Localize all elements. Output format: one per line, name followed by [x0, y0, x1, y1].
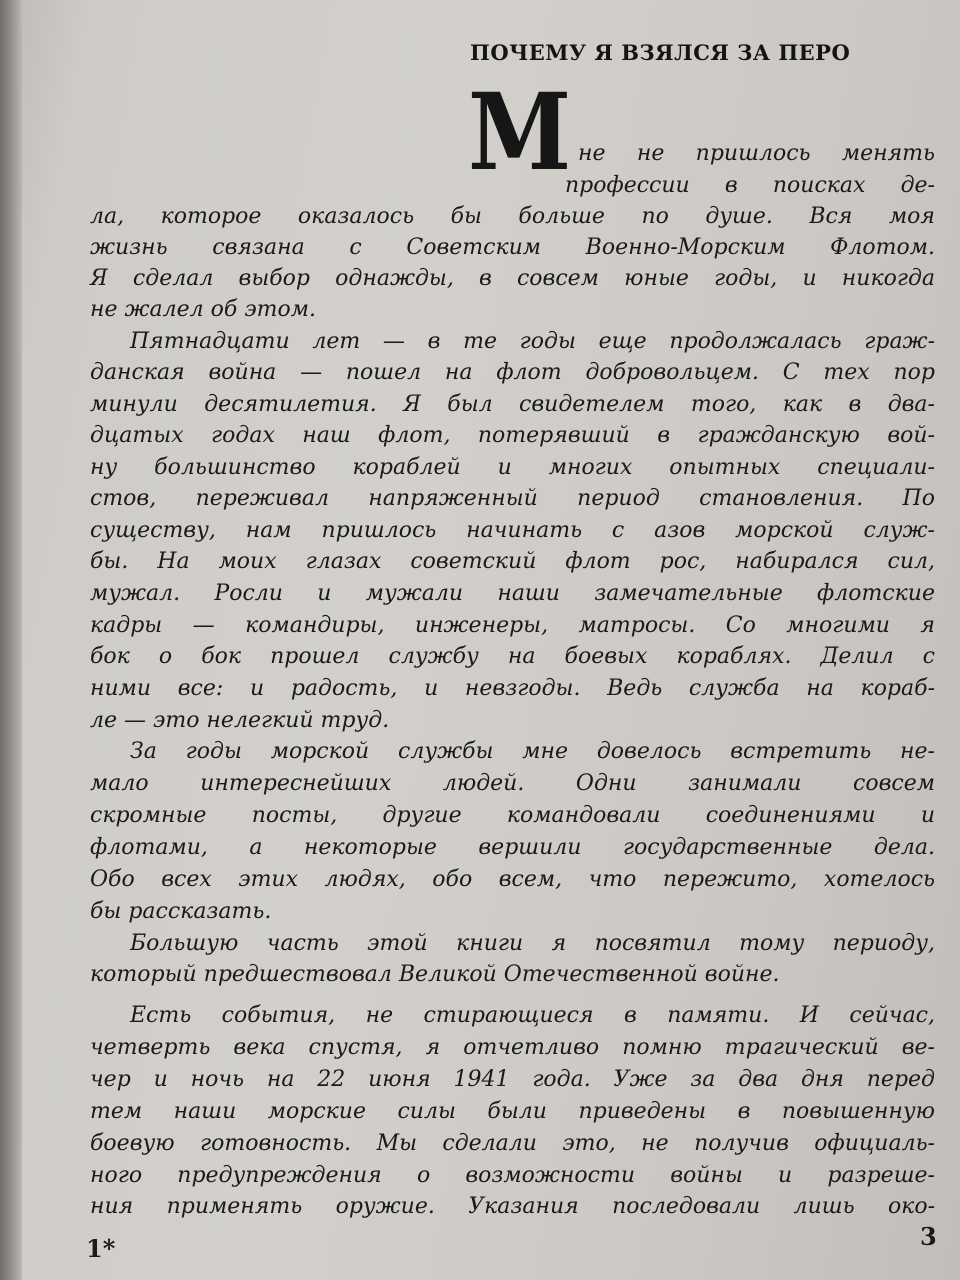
text-line: скромные посты, другие командовали соединениями и — [90, 803, 935, 828]
text-line: флотами, а некоторые вершили государственные дела. — [90, 835, 935, 860]
signature-mark: 1* — [86, 1234, 116, 1263]
text-line: дцатых годах наш флот, потерявший в гражданскую вой- — [90, 423, 935, 448]
text-line: жизнь связана с Советским Военно-Морским Флотом. — [90, 235, 935, 260]
text-line: чер и ночь на 22 июня 1941 года. Уже за два дня перед — [90, 1067, 935, 1092]
text-line: боевую готовность. Мы сделали это, не получив официаль- — [90, 1131, 935, 1156]
text-line: мужал. Росли и мужали наши замечательные флотские — [90, 581, 935, 606]
text-line: бы. На моих глазах советский флот рос, набирался сил, — [90, 549, 935, 574]
text-line: данская война — пошел на флот добровольцем. С тех пор — [90, 360, 935, 385]
page-number: 3 — [920, 1222, 937, 1251]
text-line: За годы морской службы мне довелось встретить не- — [130, 739, 935, 764]
text-line: четверть века спустя, я отчетливо помню трагический ве- — [90, 1035, 935, 1060]
text-line: стов, переживал напряженный период становления. По — [90, 486, 935, 511]
text-line: минули десятилетия. Я был свидетелем того, как в два- — [90, 392, 935, 417]
text-line: ния применять оружие. Указания последовали лишь око- — [90, 1194, 935, 1219]
text-line: бок о бок прошел службу на боевых кораблях. Делил с — [90, 644, 935, 669]
drop-cap: М — [468, 69, 572, 194]
text-line: Большую часть этой книги я посвятил тому периоду, — [130, 931, 935, 956]
text-line: кадры — командиры, инженеры, матросы. Со многими я — [90, 613, 935, 638]
text-line: ла, которое оказалось бы больше по душе. Вся моя — [90, 204, 935, 229]
text-line: профессии в поисках де- — [565, 173, 935, 198]
text-line: ну большинство кораблей и многих опытных специали- — [90, 455, 935, 480]
text-line: бы рассказать. — [90, 899, 272, 924]
text-line: Я сделал выбор однажды, в совсем юные годы, и никогда — [90, 266, 935, 291]
text-line: Есть события, не стирающиеся в памяти. И сейчас, — [130, 1003, 935, 1028]
text-line: ле — это нелегкий труд. — [90, 708, 390, 733]
text-line: ного предупреждения о возможности войны и разреше- — [90, 1163, 935, 1188]
text-line: Пятнадцати лет — в те годы еще продолжалась граж- — [130, 329, 935, 354]
chapter-title: ПОЧЕМУ Я ВЗЯЛСЯ ЗА ПЕРО — [470, 40, 851, 65]
text-line: который предшествовал Великой Отечественной войне. — [90, 962, 780, 987]
text-line: мало интереснейших людей. Одни занимали совсем — [90, 771, 935, 796]
text-line: существу, нам пришлось начинать с азов морской служ- — [90, 518, 935, 543]
text-line: Обо всех этих людях, обо всем, что пережито, хотелось — [90, 867, 935, 892]
text-line: ними все: и радость, и невзгоды. Ведь служба на кораб- — [90, 676, 935, 701]
text-line: тем наши морские силы были приведены в повышенную — [90, 1099, 935, 1124]
text-line: не не пришлось менять — [578, 141, 935, 166]
text-line: не жалел об этом. — [90, 297, 316, 322]
